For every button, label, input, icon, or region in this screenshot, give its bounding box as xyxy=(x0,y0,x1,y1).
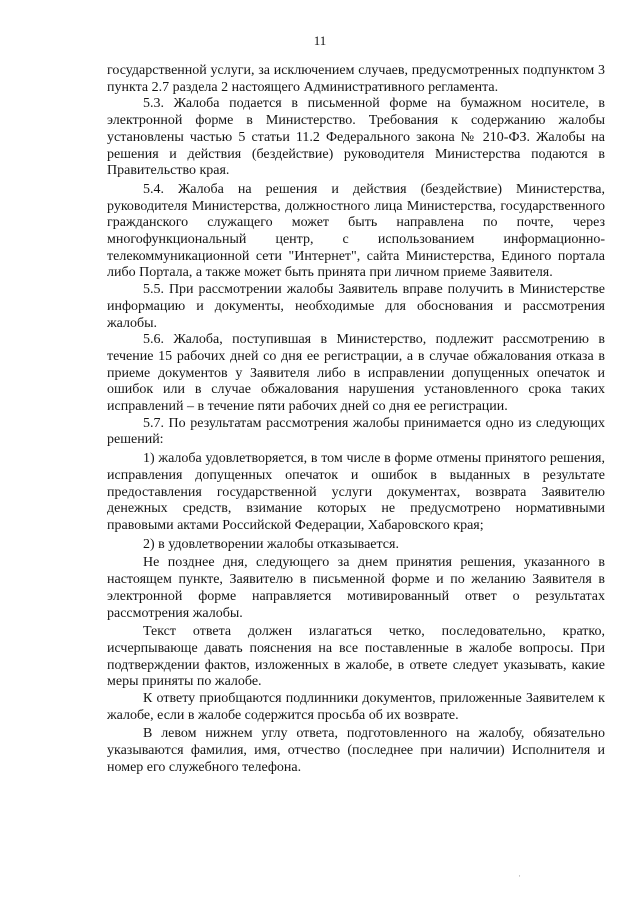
page-number: 11 xyxy=(313,33,327,48)
paragraph-response-text: Текст ответа должен излагаться четко, последовательно, кратко, исчерпывающе давать пояснения на все поставленные в жалобе вопросы. При подтверждении фактов, изложенных в жалобе, в ответе следует указывать, какие меры приняты по жалобе. xyxy=(107,624,605,690)
paragraph-continuation: государственной услуги, за исключением случаев, предусмотренных подпунктом 3 пункта 2.7 раздела 2 настоящего Административного регламента. xyxy=(107,63,605,95)
paragraph-executor-info: В левом нижнем углу ответа, подготовленного на жалобу, обязательно указываются фамилия, имя, отчество (последнее при наличии) Исполнителя и номер его служебного телефона. xyxy=(107,726,605,775)
paragraph-5-6: 5.6. Жалоба, поступившая в Министерство, подлежит рассмотрению в течение 15 рабочих дней со дня ее регистрации, а в случае обжалования отказа в приеме документов у Заявителя либо в исправлении допущенных опечаток и ошибок или в случае обжалования нарушения установленного срока таких исправлений – в течение пяти рабочих дней со дня ее регистрации. xyxy=(107,332,605,415)
paragraph-response-deadline: Не позднее дня, следующего за днем принятия решения, указанного в настоящем пункте, Заявителю в письменной форме и по желанию Заявителя в электронной форме направляется мотивированный ответ о результатах рассмотрения жалобы. xyxy=(107,555,605,621)
paragraph-5-3: 5.3. Жалоба подается в письменной форме на бумажном носителе, в электронной форме в Министерство. Требования к содержанию жалобы установлены частью 5 статьи 11.2 Федерального закона № 210-ФЗ. Жалобы на решения и действия (бездействие) руководителя Министерства подаются в Правительство края. xyxy=(107,96,605,179)
decision-item-1: 1) жалоба удовлетворяется, в том числе в форме отмены принятого решения, исправления допущенных опечаток и ошибок в выданных в результате предоставления государственной услуги документах, возврата Заявителю денежных средств, взимание которых не предусмотрено нормативными правовыми актами Российской Федерации, Хабаровского края; xyxy=(107,451,605,533)
paragraph-attachments: К ответу приобщаются подлинники документов, приложенные Заявителем к жалобе, если в жалобе содержится просьба об их возврате. xyxy=(107,691,605,723)
paragraph-5-5: 5.5. При рассмотрении жалобы Заявитель вправе получить в Министерстве информацию и документы, необходимые для обоснования и рассмотрения жалобы. xyxy=(107,282,605,331)
paragraph-5-7: 5.7. По результатам рассмотрения жалобы принимается одно из следующих решений: xyxy=(107,415,605,448)
decision-item-2: 2) в удовлетворении жалобы отказывается. xyxy=(143,536,399,552)
scan-speck: · xyxy=(518,871,521,881)
document-body xyxy=(107,63,605,777)
paragraph-5-4: 5.4. Жалоба на решения и действия (бездействие) Министерства, руководителя Министерства, должностного лица Министерства, государственного гражданского служащего может быть направлена по почте, через многофункциональный центр, с использованием информационно-телекоммуникационной сети "Интернет", сайта Министерства, Единого портала либо Портала, а также может быть принята при личном приеме Заявителя. xyxy=(107,181,605,281)
